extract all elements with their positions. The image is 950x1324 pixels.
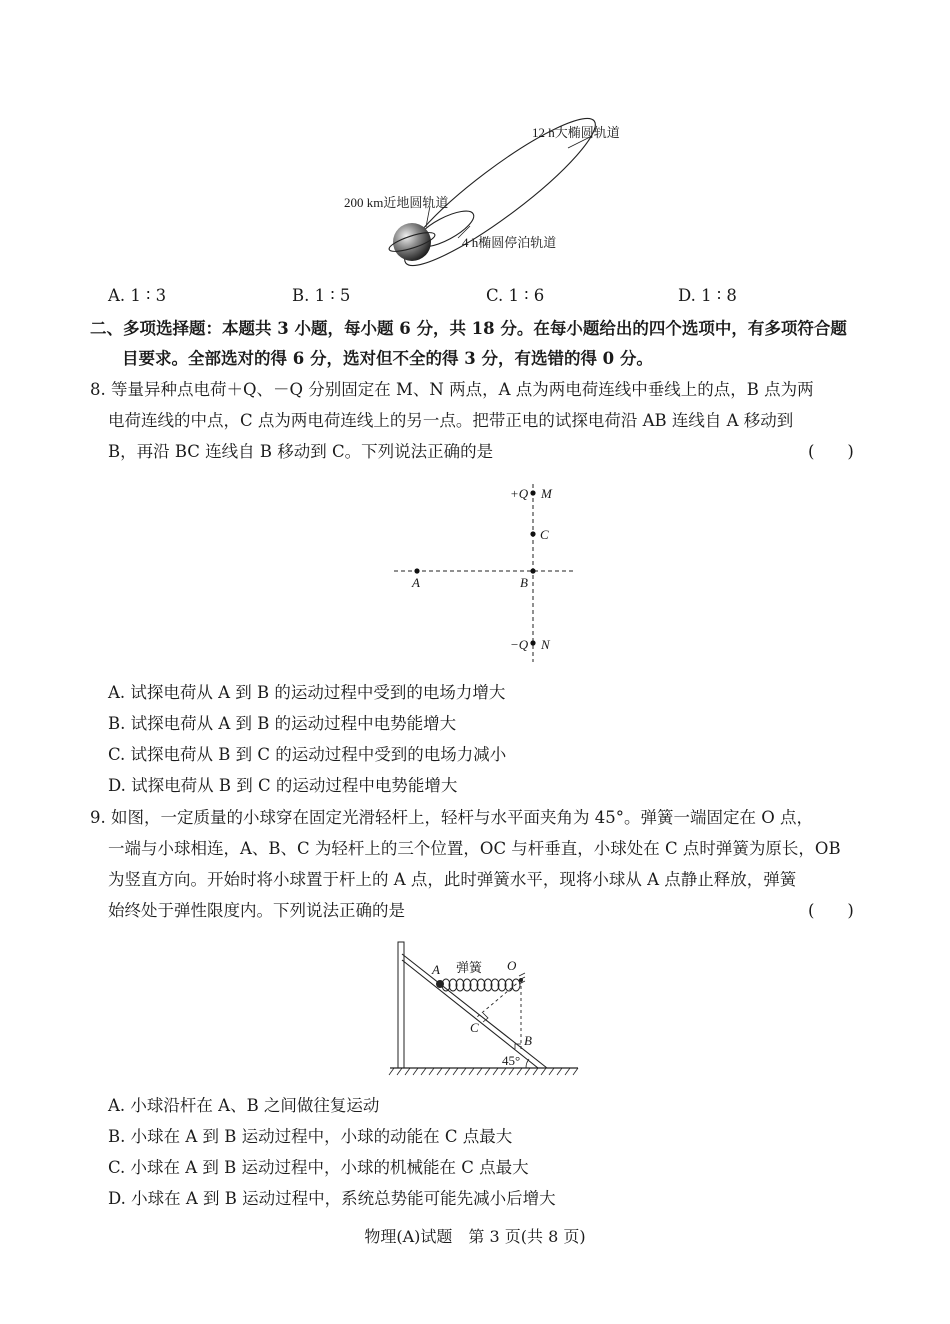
section2-heading-line2: 目要求。全部选对的得 6 分，选对但不全的得 3 分，有选错的得 0 分。 <box>122 349 653 368</box>
q9-option-a: A. 小球沿杆在 A、B 之间做往复运动 <box>108 1096 380 1115</box>
q9-option-b: B. 小球在 A 到 B 运动过程中，小球的动能在 C 点最大 <box>108 1127 513 1146</box>
q7-option-d: D. 1 ∶ 8 <box>678 286 737 305</box>
point-m <box>530 490 535 495</box>
q8-option-d: D. 试探电荷从 B 到 C 的运动过程中电势能增大 <box>108 776 458 795</box>
point-n <box>530 640 535 645</box>
q8-stem-line2: 电荷连线的中点，C 点为两电荷连线上的另一点。把带正电的试探电荷沿 AB 连线自 A 移动到 <box>108 411 794 430</box>
point-b <box>530 568 535 573</box>
label-angle-45: 45° <box>502 1053 521 1068</box>
q8-stem-line1: 8. 等量异种点电荷＋Q、－Q 分别固定在 M、N 两点，A 点为两电荷连线中垂线上的点，B 点为两 <box>90 380 814 399</box>
q9-answer-bracket: ( ) <box>808 901 854 920</box>
label-spring: 弹簧 <box>456 960 483 975</box>
label-plus-q: +Q <box>510 486 529 501</box>
label-spring-b: B <box>524 1033 532 1048</box>
spring-rod-diagram <box>388 940 583 1080</box>
q9-option-c: C. 小球在 A 到 B 运动过程中，小球的机械能在 C 点最大 <box>108 1158 529 1177</box>
ball <box>436 980 444 988</box>
q8-figure <box>390 480 580 665</box>
spring <box>442 979 520 991</box>
point-a <box>414 568 419 573</box>
q9-stem-line2: 一端与小球相连，A、B、C 为轻杆上的三个位置，OC 与杆垂直，小球处在 C 点时弹簧为原长，OB <box>108 839 841 858</box>
label-c: C <box>540 527 549 542</box>
earth <box>393 223 431 261</box>
orbit-label-big: 12 h大椭圆轨道 <box>532 125 620 140</box>
label-spring-c: C <box>470 1020 479 1035</box>
charge-diagram <box>390 480 580 665</box>
q7-option-b: B. 1 ∶ 5 <box>292 286 351 305</box>
label-a: A <box>412 575 420 590</box>
q9-option-d: D. 小球在 A 到 B 运动过程中，系统总势能可能先减小后增大 <box>108 1189 556 1208</box>
q9-figure <box>388 940 583 1080</box>
label-spring-a: A <box>432 962 440 977</box>
label-n: N <box>541 637 550 652</box>
q9-stem-line3: 为竖直方向。开始时将小球置于杆上的 A 点，此时弹簧水平，现将小球从 A 点静止释放，弹簧 <box>108 870 797 889</box>
q8-stem-line3: B，再沿 BC 连线自 B 移动到 C。下列说法正确的是 <box>108 442 494 461</box>
label-minus-q: −Q <box>510 637 529 652</box>
page-footer: 物理(A)试题 第 3 页(共 8 页) <box>364 1227 586 1246</box>
rod-line-bottom <box>402 960 538 1068</box>
point-c <box>530 531 535 536</box>
section2-heading-line1: 二、多项选择题：本题共 3 小题，每小题 6 分，共 18 分。在每小题给出的四个选项中，有多项符合题 <box>90 319 847 338</box>
label-o: O <box>507 958 517 973</box>
q8-option-a: A. 试探电荷从 A 到 B 的运动过程中受到的电场力增大 <box>108 683 506 702</box>
q7-option-a: A. 1 ∶ 3 <box>108 286 167 305</box>
q9-stem-line1: 9. 如图，一定质量的小球穿在固定光滑轻杆上，轻杆与水平面夹角为 45°。弹簧一端固定在 O 点， <box>90 808 813 827</box>
q8-option-c: C. 试探电荷从 B 到 C 的运动过程中受到的电场力减小 <box>108 745 507 764</box>
ground-hatch <box>389 1068 578 1075</box>
orbit-label-near: 200 km近地圆轨道 <box>344 195 449 210</box>
q8-answer-bracket: ( ) <box>808 442 854 461</box>
q7-option-c: C. 1 ∶ 6 <box>486 286 545 305</box>
q8-option-b: B. 试探电荷从 A 到 B 的运动过程中电势能增大 <box>108 714 457 733</box>
label-m: M <box>541 486 552 501</box>
q9-stem-line4: 始终处于弹性限度内。下列说法正确的是 <box>108 901 405 920</box>
orbit-label-park: 4 h椭圆停泊轨道 <box>462 235 557 250</box>
label-b: B <box>520 575 528 590</box>
